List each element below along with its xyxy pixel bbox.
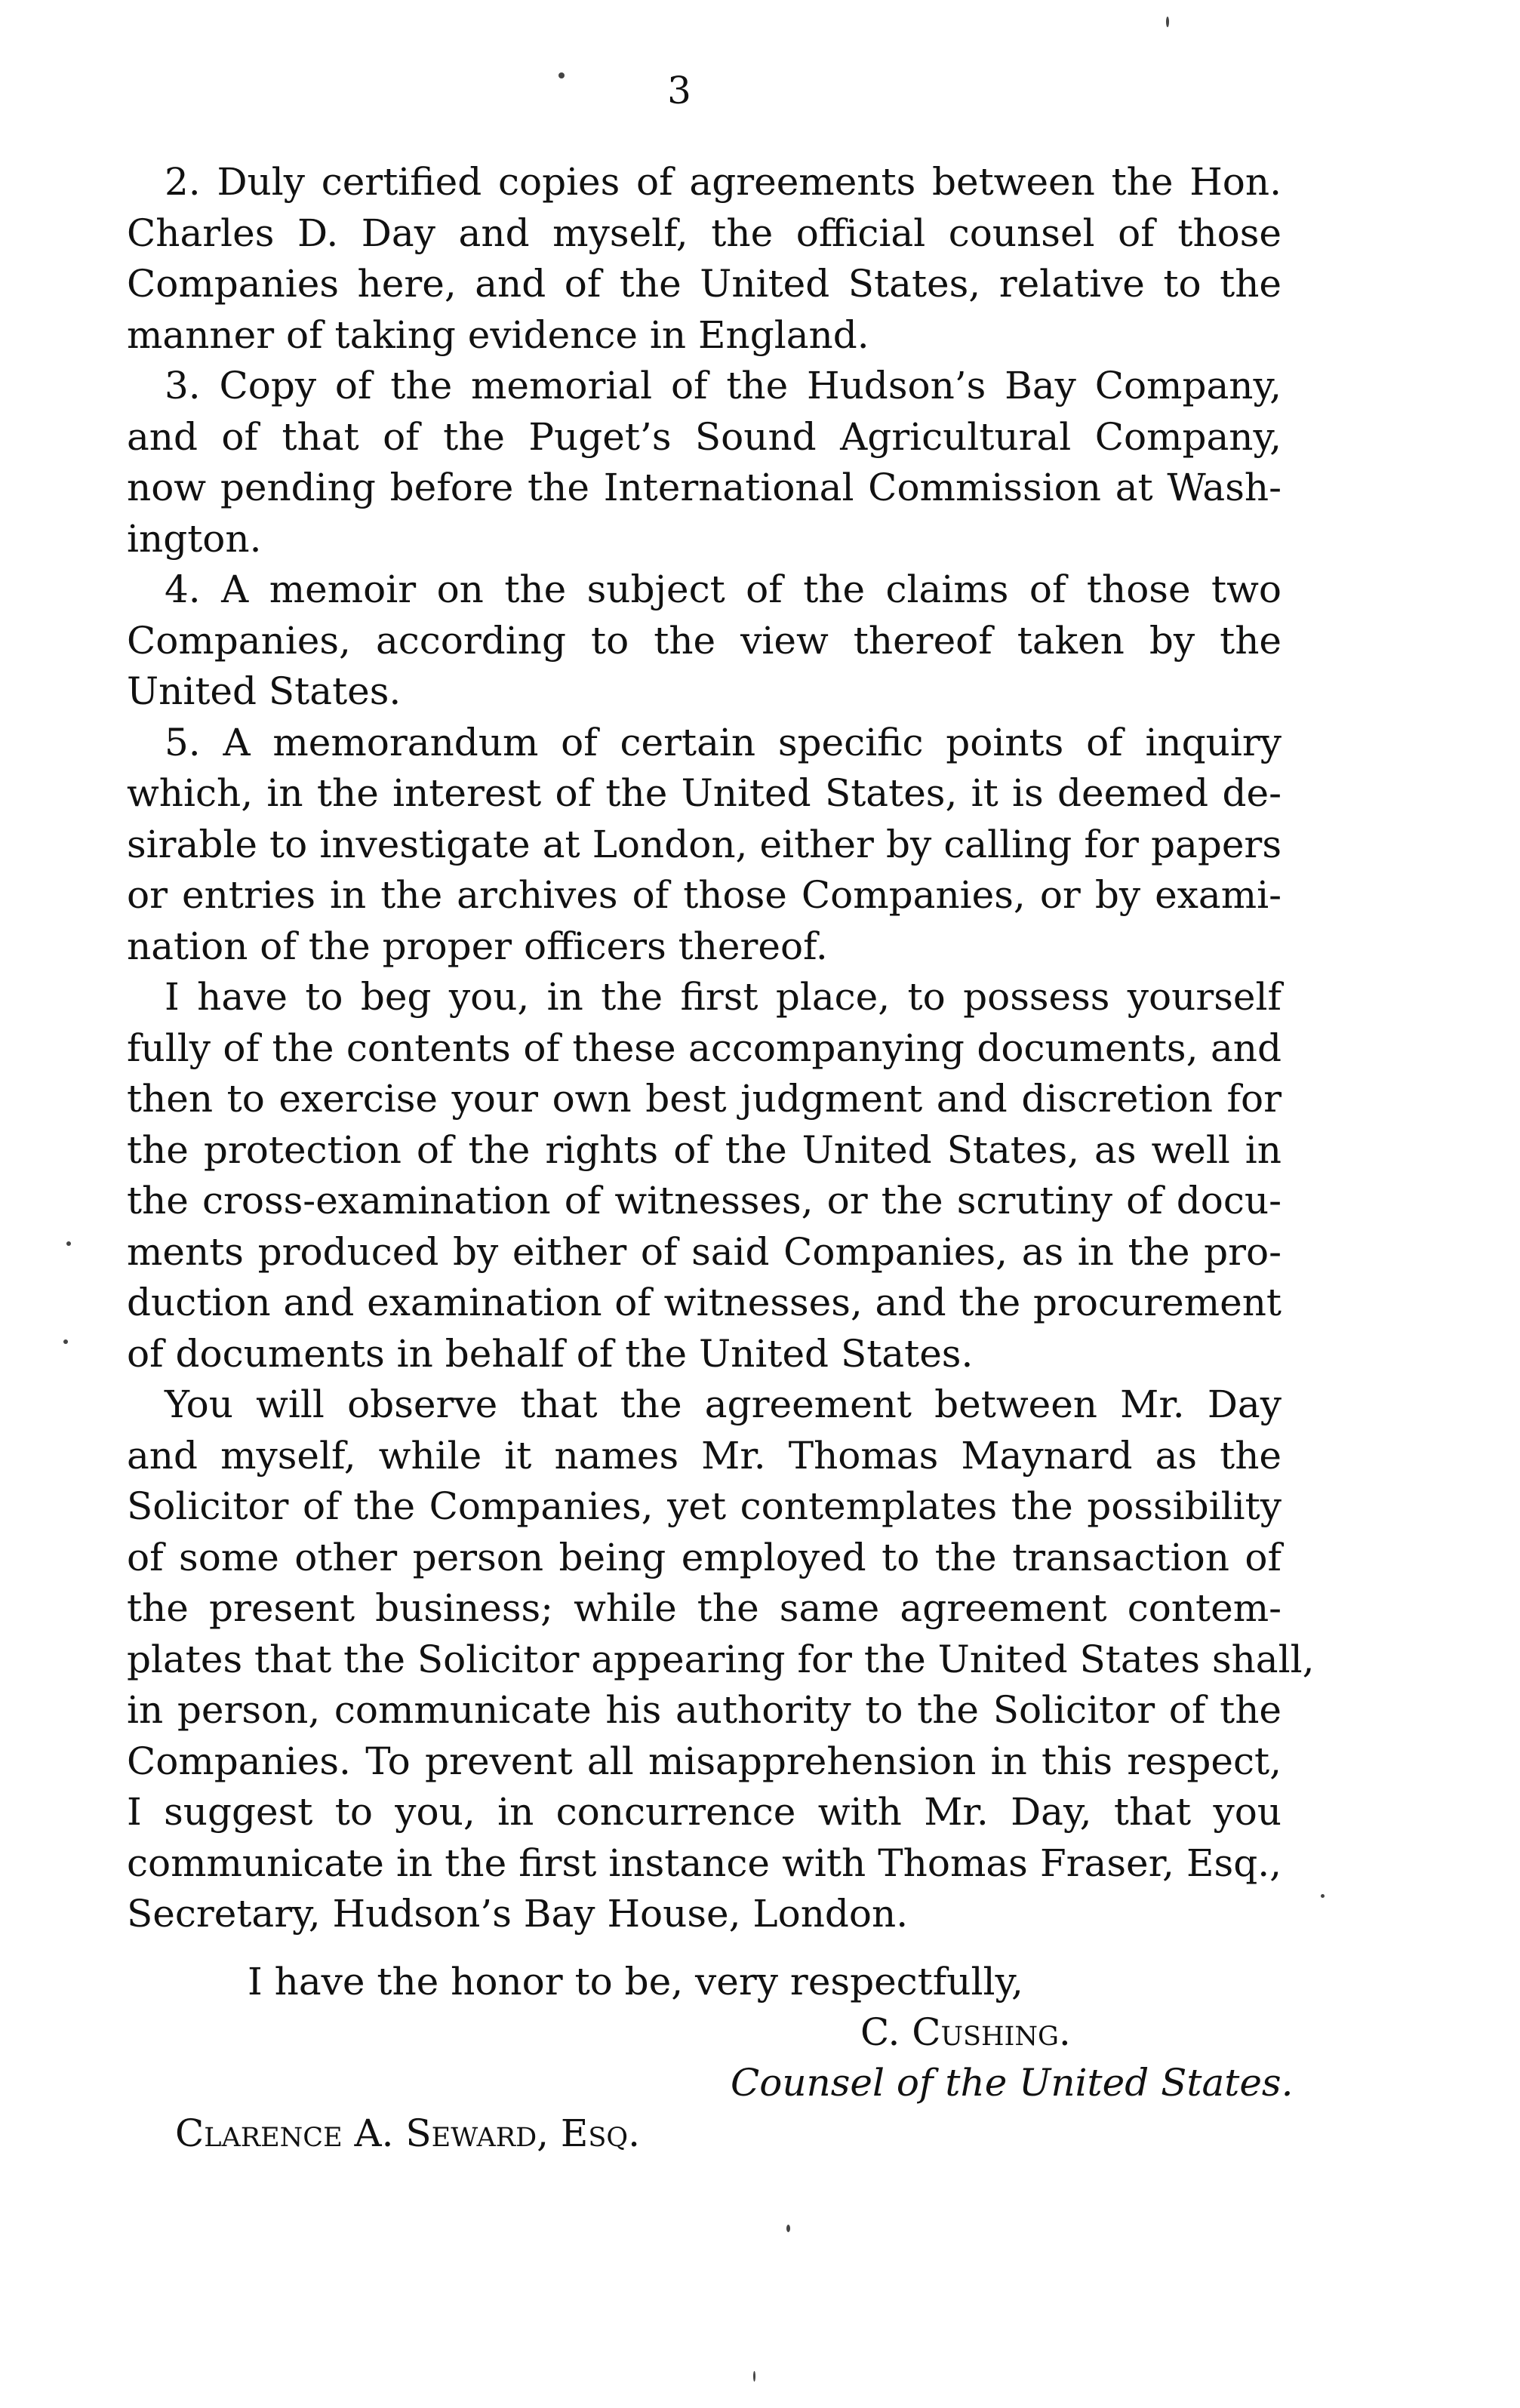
scan-speck	[558, 72, 565, 78]
body-line: Companies. To prevent all misapprehension in this respect,	[127, 1739, 1282, 1783]
body-line: sirable to investigate at London, either by calling for papers	[127, 822, 1282, 866]
scan-speck	[786, 2225, 790, 2232]
body-line: and of that of the Puget’s Sound Agricultural Company,	[127, 414, 1282, 459]
body-line: of documents in behalf of the United States.	[127, 1331, 974, 1376]
body-line: 4. A memoir on the subject of the claims of those two	[165, 567, 1282, 611]
body-line: 3. Copy of the memorial of the Hudson’s Bay Company,	[165, 364, 1282, 407]
page-number: 3	[667, 69, 691, 112]
body-line: I suggest to you, in concurrence with Mr. Day, that you	[127, 1790, 1282, 1834]
body-line: duction and examination of witnesses, and the procurement	[127, 1281, 1282, 1324]
body-line: in person, communicate his authority to the Solicitor of the	[127, 1688, 1282, 1732]
body-line: which, in the interest of the United States, it is deemed de-	[127, 771, 1282, 815]
body-line: or entries in the archives of those Companies, or by exami-	[127, 873, 1282, 917]
body-line: Companies here, and of the United States, relative to the	[127, 262, 1282, 306]
scan-speck	[63, 1339, 68, 1344]
body-line: communicate in the first instance with Thomas Fraser, Esq.,	[127, 1841, 1282, 1885]
scan-speck	[66, 1241, 71, 1246]
body-line: then to exercise your own best judgment and discretion for	[127, 1077, 1282, 1121]
addressee: Clarence A. Seward, Esq.	[175, 2111, 640, 2155]
letter-body	[127, 157, 1315, 1940]
body-line: You will observe that the agreement between Mr. Day	[165, 1382, 1282, 1426]
closing-line: I have the honor to be, very respectfully,	[248, 1960, 1023, 2004]
scan-speck	[753, 2371, 755, 2382]
signature-name: C. Cushing.	[860, 2010, 1071, 2054]
body-line: of some other person being employed to the transaction of	[127, 1535, 1282, 1579]
body-line: manner of taking evidence in England.	[127, 312, 869, 357]
body-line: nation of the proper officers thereof.	[127, 924, 828, 968]
body-line: United States.	[127, 669, 402, 713]
scan-speck	[1321, 1894, 1325, 1898]
body-line: ments produced by either of said Companies, as in the pro-	[127, 1229, 1282, 1274]
body-line: ington.	[127, 516, 262, 561]
body-line: now pending before the International Commission at Wash-	[127, 466, 1282, 509]
scan-speck	[1166, 17, 1169, 27]
signature-title: Counsel of the United States.	[731, 2061, 1294, 2105]
body-line: Solicitor of the Companies, yet contemplates the possibility	[127, 1484, 1282, 1528]
body-line: fully of the contents of these accompanying documents, and	[127, 1026, 1282, 1070]
body-line: the cross-examination of witnesses, or the scrutiny of docu-	[127, 1179, 1282, 1222]
body-line: and myself, while it names Mr. Thomas Maynard as the	[127, 1433, 1282, 1478]
body-line: Secretary, Hudson’s Bay House, London.	[127, 1892, 909, 1936]
body-line: the present business; while the same agreement contem-	[127, 1586, 1282, 1630]
body-line: the protection of the rights of the United States, as well in	[127, 1127, 1282, 1172]
body-line: 2. Duly certified copies of agreements between the Hon.	[165, 160, 1282, 204]
body-line: I have to beg you, in the first place, to possess yourself	[165, 975, 1282, 1019]
body-line: plates that the Solicitor appearing for the United States shall,	[127, 1637, 1315, 1681]
body-line: Companies, according to the view thereof taken by the	[127, 618, 1282, 663]
body-line: 5. A memorandum of certain specific points of inquiry	[165, 720, 1282, 764]
body-line: Charles D. Day and myself, the official counsel of those	[127, 211, 1282, 255]
